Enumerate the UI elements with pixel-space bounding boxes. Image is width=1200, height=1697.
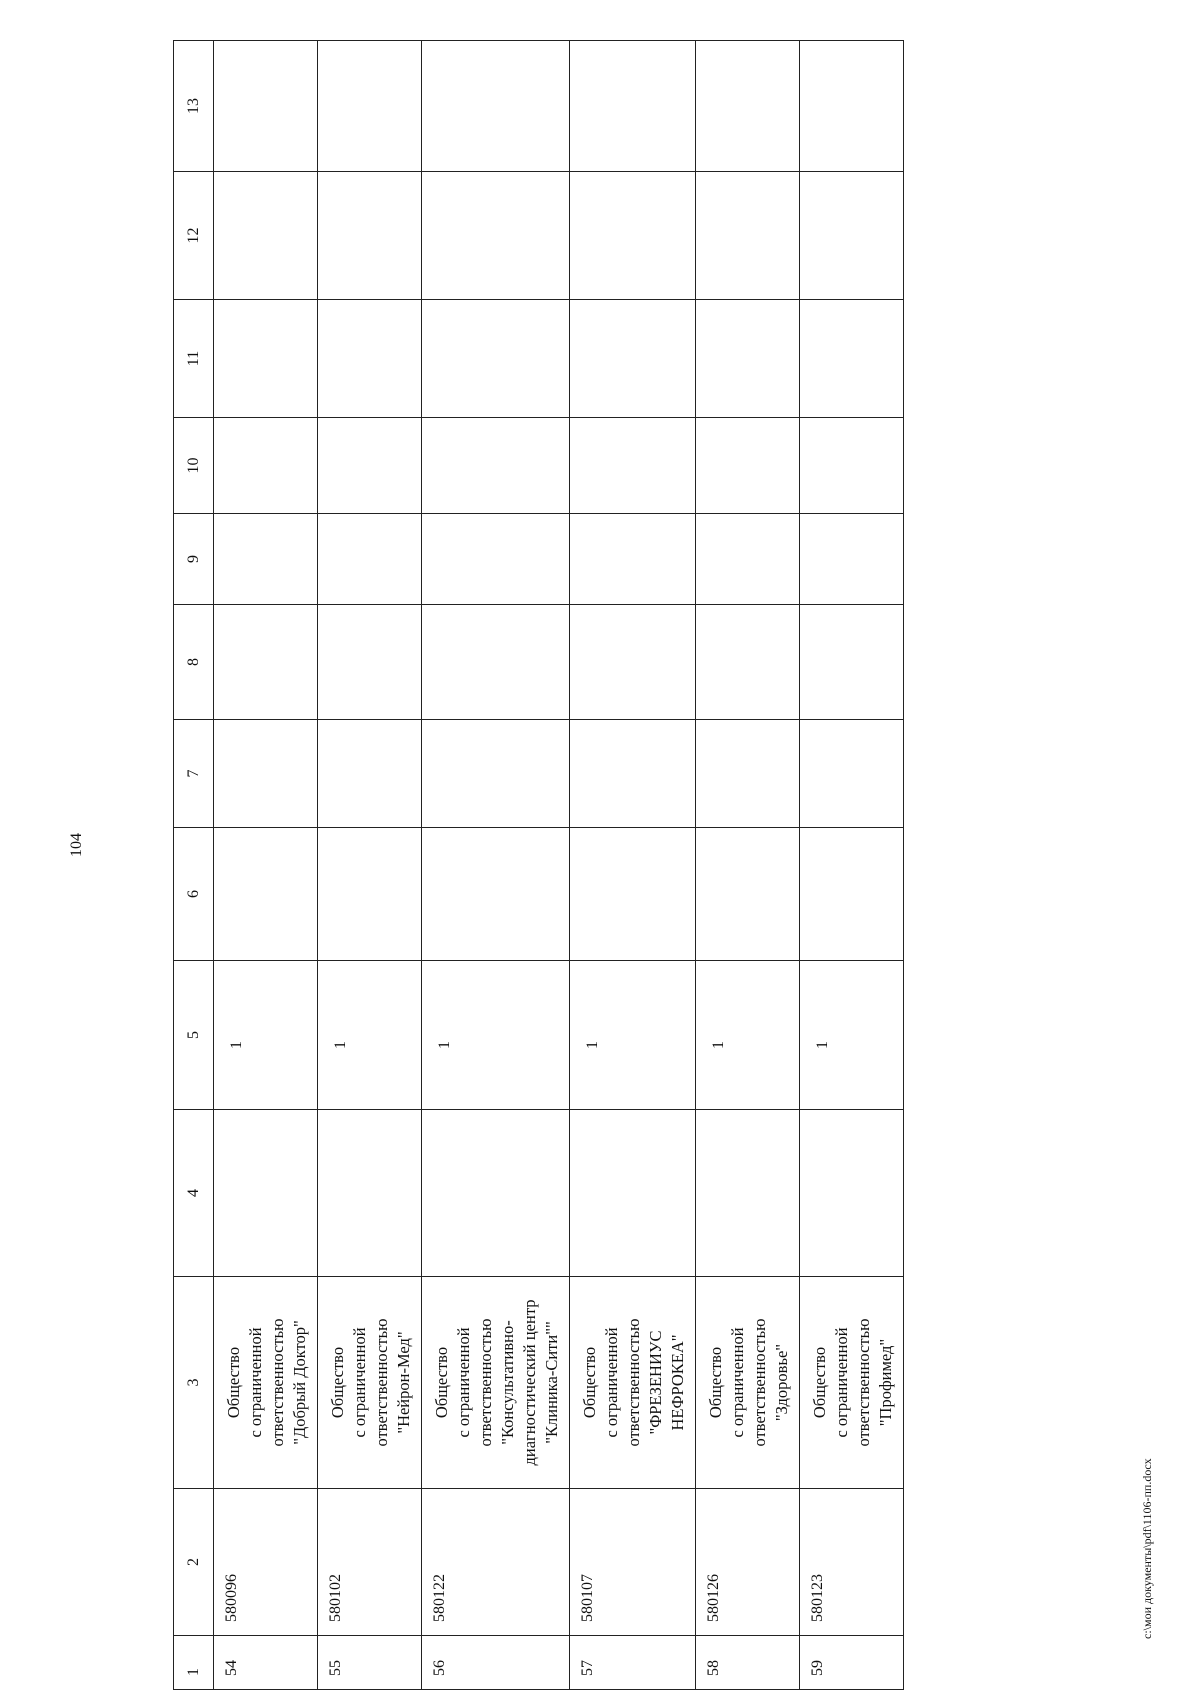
empty-cell	[214, 41, 318, 172]
empty-cell	[214, 514, 318, 605]
empty-cell	[696, 720, 800, 828]
empty-cell	[318, 605, 422, 720]
empty-cell	[214, 300, 318, 418]
value-cell: 1	[318, 961, 422, 1110]
organization-name-line: Общество	[810, 1346, 829, 1419]
organization-name-line: с ограниченной	[454, 1327, 473, 1438]
empty-cell	[422, 1110, 570, 1277]
empty-cell	[214, 1110, 318, 1277]
row-code-cell: 580096	[214, 1489, 318, 1636]
organization-name-line: "ФРЕЗЕНИУС	[646, 1330, 665, 1435]
table-row	[800, 41, 904, 1690]
organization-name-line: Общество	[706, 1346, 725, 1419]
header-cell: 4	[174, 1110, 214, 1277]
organization-name-cell	[214, 1277, 318, 1489]
empty-cell	[800, 828, 904, 961]
row-number-cell: 54	[214, 1636, 318, 1690]
organization-name-line: "Здоровье"	[772, 1343, 791, 1422]
value-cell: 1	[696, 961, 800, 1110]
empty-cell	[696, 514, 800, 605]
header-cell: 7	[174, 720, 214, 828]
empty-cell	[800, 41, 904, 172]
empty-cell	[696, 828, 800, 961]
header-cell: 6	[174, 828, 214, 961]
row-number-cell: 57	[570, 1636, 696, 1690]
row-code-cell: 580107	[570, 1489, 696, 1636]
empty-cell	[570, 514, 696, 605]
organization-name-line: с ограниченной	[602, 1327, 621, 1438]
empty-cell	[318, 720, 422, 828]
organization-name-cell	[800, 1277, 904, 1489]
data-table	[173, 40, 904, 1690]
organization-name-line: ответственностью	[854, 1318, 873, 1447]
organization-name-line: ответственностью	[268, 1318, 287, 1447]
header-cell: 5	[174, 961, 214, 1110]
organization-name-line: ответственностью	[750, 1318, 769, 1447]
organization-name-line: с ограниченной	[350, 1327, 369, 1438]
row-code-cell: 580102	[318, 1489, 422, 1636]
empty-cell	[800, 514, 904, 605]
empty-cell	[318, 828, 422, 961]
empty-cell	[422, 720, 570, 828]
row-code-cell: 580123	[800, 1489, 904, 1636]
empty-cell	[570, 720, 696, 828]
empty-cell	[570, 172, 696, 300]
header-cell: 1	[174, 1636, 214, 1690]
empty-cell	[570, 828, 696, 961]
header-cell: 8	[174, 605, 214, 720]
footer-file-path: c:\мои документы\pdf\1106-пп.docx	[1140, 1458, 1154, 1639]
value-cell: 1	[570, 961, 696, 1110]
empty-cell	[696, 605, 800, 720]
organization-name-line: "Профимед"	[876, 1338, 895, 1427]
header-cell: 13	[174, 41, 214, 172]
empty-cell	[570, 300, 696, 418]
organization-name-cell	[318, 1277, 422, 1489]
empty-cell	[422, 514, 570, 605]
table-row	[570, 41, 696, 1690]
empty-cell	[214, 172, 318, 300]
table-row	[422, 41, 570, 1690]
organization-name-cell	[570, 1277, 696, 1489]
empty-cell	[800, 1110, 904, 1277]
header-cell: 11	[174, 300, 214, 418]
empty-cell	[800, 172, 904, 300]
organization-name-line: ответственностью	[476, 1318, 495, 1447]
row-code-cell: 580122	[422, 1489, 570, 1636]
empty-cell	[422, 418, 570, 514]
organization-name-cell	[696, 1277, 800, 1489]
header-cell: 9	[174, 514, 214, 605]
empty-cell	[696, 300, 800, 418]
organization-name-line: "Нейрон-Мед"	[394, 1331, 413, 1434]
value-cell: 1	[800, 961, 904, 1110]
value-cell: 1	[422, 961, 570, 1110]
empty-cell	[318, 1110, 422, 1277]
empty-cell	[214, 720, 318, 828]
organization-name-line: "Добрый Доктор"	[290, 1320, 309, 1445]
value-cell: 1	[214, 961, 318, 1110]
organization-name-cell	[422, 1277, 570, 1489]
page-number: 104	[68, 833, 85, 857]
empty-cell	[318, 172, 422, 300]
empty-cell	[422, 300, 570, 418]
empty-cell	[422, 828, 570, 961]
empty-cell	[570, 605, 696, 720]
row-number-cell: 56	[422, 1636, 570, 1690]
empty-cell	[214, 418, 318, 514]
empty-cell	[696, 1110, 800, 1277]
empty-cell	[318, 418, 422, 514]
empty-cell	[800, 720, 904, 828]
empty-cell	[800, 605, 904, 720]
organization-name-line: "Консультативно-	[498, 1320, 517, 1445]
table-row	[696, 41, 800, 1690]
organization-name-line: ответственностью	[372, 1318, 391, 1447]
row-code-cell: 580126	[696, 1489, 800, 1636]
empty-cell	[696, 172, 800, 300]
empty-cell	[422, 605, 570, 720]
empty-cell	[570, 1110, 696, 1277]
organization-name-line: Общество	[328, 1346, 347, 1419]
organization-name-line: с ограниченной	[246, 1327, 265, 1438]
organization-name-line: с ограниченной	[728, 1327, 747, 1438]
empty-cell	[570, 418, 696, 514]
row-number-cell: 59	[800, 1636, 904, 1690]
header-cell: 3	[174, 1277, 214, 1489]
organization-name-line: НЕФРОКЕА"	[668, 1334, 687, 1431]
empty-cell	[318, 300, 422, 418]
empty-cell	[214, 828, 318, 961]
organization-name-line: "Клиника-Сити""	[542, 1321, 561, 1444]
empty-cell	[422, 41, 570, 172]
organization-name-line: диагностический центр	[520, 1299, 539, 1466]
organization-name-line: Общество	[224, 1346, 243, 1419]
organization-name-line: Общество	[580, 1346, 599, 1419]
header-cell: 2	[174, 1489, 214, 1636]
row-number-cell: 55	[318, 1636, 422, 1690]
table-row	[318, 41, 422, 1690]
organization-name-line: ответственностью	[624, 1318, 643, 1447]
empty-cell	[696, 41, 800, 172]
empty-cell	[318, 514, 422, 605]
empty-cell	[570, 41, 696, 172]
table-header-row	[174, 41, 214, 1690]
empty-cell	[318, 41, 422, 172]
empty-cell	[214, 605, 318, 720]
organization-name-line: Общество	[432, 1346, 451, 1419]
header-cell: 12	[174, 172, 214, 300]
row-number-cell: 58	[696, 1636, 800, 1690]
empty-cell	[422, 172, 570, 300]
empty-cell	[800, 418, 904, 514]
empty-cell	[696, 418, 800, 514]
empty-cell	[800, 300, 904, 418]
organization-name-line: с ограниченной	[832, 1327, 851, 1438]
header-cell: 10	[174, 418, 214, 514]
table-row	[214, 41, 318, 1690]
